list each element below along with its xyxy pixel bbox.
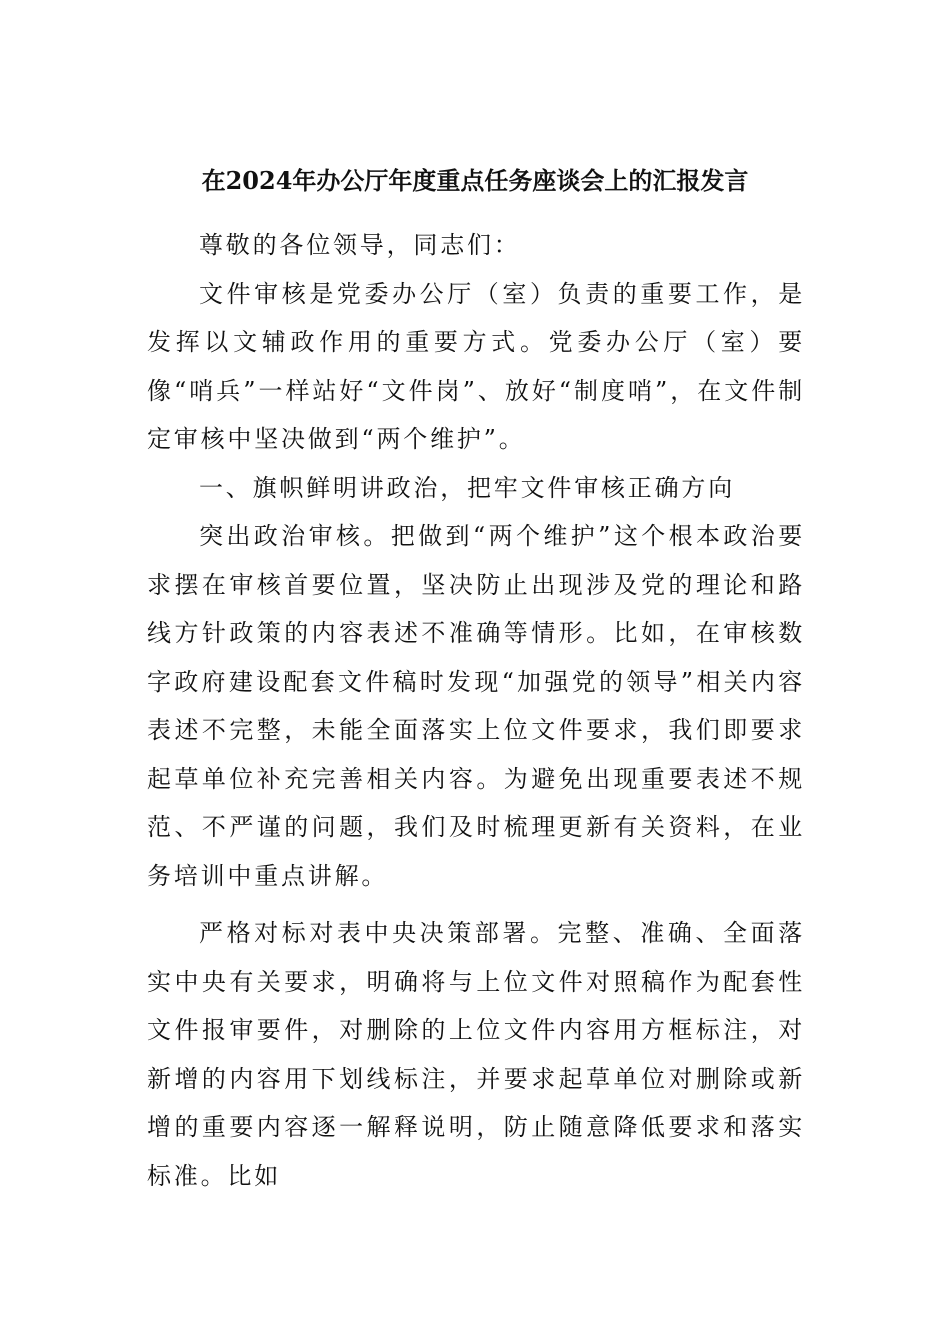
paragraph: 文件审核是党委办公厅（室）负责的重要工作，是发挥以文辅政作用的重要方式。党委办公厅（室）要像“哨兵”一样站好“文件岗”、放好“制度哨”，在文件制定审核中坚决做到“两个维护”。 <box>147 279 805 453</box>
paragraph: 严格对标对表中央决策部署。完整、准确、全面落实中央有关要求，明确将与上位文件对照稿作为配套性文件报审要件，对删除的上位文件内容用方框标注，对新增的内容用下划线标注，并要求起草单位对删除或新增的重要内容逐一解释说明，防止随意降低要求和落实标准。比如 <box>147 919 805 1190</box>
salutation: 尊敬的各位领导，同志们： <box>199 231 521 259</box>
document-body <box>147 221 805 1200</box>
document-title: 在2024年办公厅年度重点任务座谈会上的汇报发言 <box>201 166 749 195</box>
section-heading: 一、旗帜鲜明讲政治，把牢文件审核正确方向 <box>199 473 735 502</box>
paragraph: 突出政治审核。把做到“两个维护”这个根本政治要求摆在审核首要位置，坚决防止出现涉及党的理论和路线方针政策的内容表述不准确等情形。比如，在审核数字政府建设配套文件稿时发现“加强党的领导”相关内容表述不完整，未能全面落实上位文件要求，我们即要求起草单位补充完善相关内容。为避免出现重要表述不规范、不严谨的问题，我们及时梳理更新有关资料，在业务培训中重点讲解。 <box>147 522 805 890</box>
